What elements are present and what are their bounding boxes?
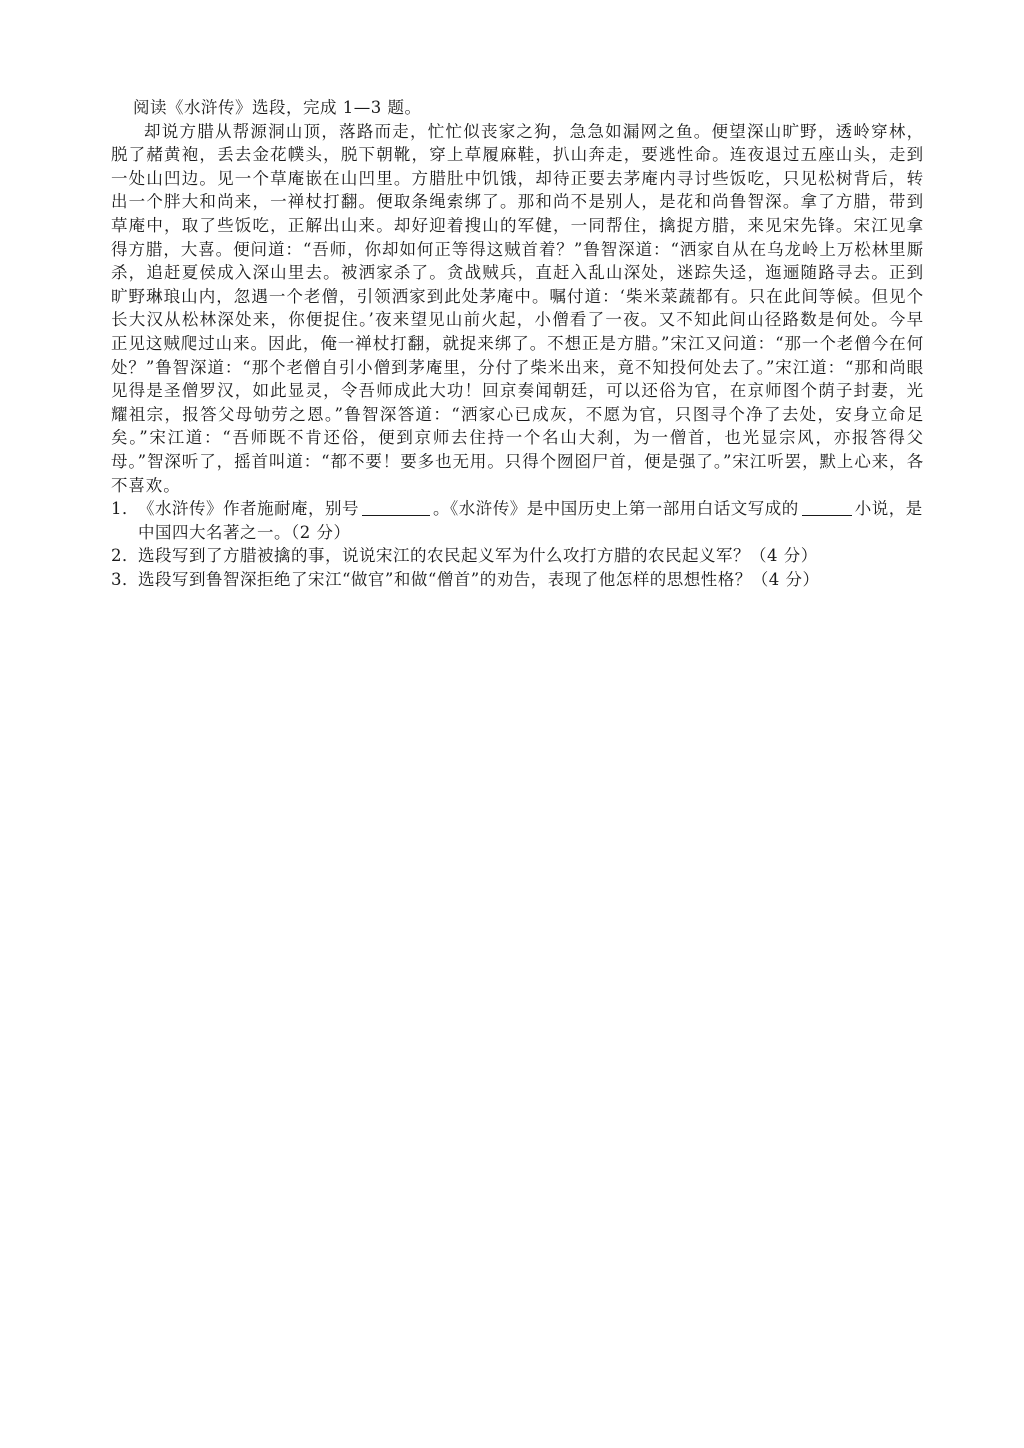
reading-section — [111, 96, 924, 591]
question-1-number: 1． — [111, 499, 139, 519]
question-1 — [111, 497, 924, 544]
question-3-number: 3． — [111, 569, 139, 589]
question-1-text-a: 《水浒传》作者施耐庵，别号 — [138, 499, 359, 519]
passage-text: 却说方腊从帮源洞山顶，落路而走，忙忙似丧家之狗，急急如漏网之鱼。便望深山旷野，透岭穿林，脱了赭黄袍，丢去金花幞头，脱下朝靴，穿上草履麻鞋，扒山奔走，要逃性命。连夜退过五座山头，走到一处山凹边。见一个草庵嵌在山凹里。方腊肚中饥饿，却待正要去茅庵内寻讨些饭吃，只见松树背后，转出一个胖大和尚来，一禅杖打翻。便取条绳索绑了。那和尚不是别人，是花和尚鲁智深。拿了方腊，带到草庵中，取了些饭吃，正解出山来。却好迎着搜山的军健，一同帮住，擒捉方腊，来见宋先锋。宋江见拿得方腊，大喜。便问道：“吾师，你却如何正等得这贼首着？”鲁智深道：“洒家自从在乌龙岭上万松林里厮杀，追赶夏侯成入深山里去。被洒家杀了。贪战贼兵，直赶入乱山深处，迷踪失迳，迤逦随路寻去。正到旷野琳琅山内，忽遇一个老僧，引领洒家到此处茅庵中。嘱付道：‘柴米菜蔬都有。只在此间等候。但见个长大汉从松林深处来，你便捉住。’夜来望见山前火起，小僧看了一夜。又不知此间山径路数是何处。今早正见这贼爬过山来。因此，俺一禅杖打翻，就捉来绑了。不想正是方腊。”宋江又问道：“那一个老僧今在何处？”鲁智深道：“那个老僧自引小僧到茅庵里，分付了柴米出来，竟不知投何处去了。”宋江道：“那和尚眼见得是圣僧罗汉，如此显灵，令吾师成此大功！回京奏闻朝廷，可以还俗为官，在京师图个荫子封妻，光耀祖宗，报答父母劬劳之恩。”鲁智深答道：“洒家心已成灰，不愿为官，只图寻个净了去处，安身立命足矣。”宋江道：“吾师既不肯还俗，便到京师去住持一个名山大刹，为一僧首，也光显宗风，亦报答得父母。”智深听了，摇首叫道：“都不要！要多也无用。只得个囫囵尸首，便是强了。”宋江听罢，默上心来，各不喜欢。 — [111, 121, 924, 495]
question-2-text: 选段写到了方腊被擒的事，说说宋江的农民起义军为什么攻打方腊的农民起义军？（4 分） — [138, 546, 818, 566]
question-2 — [111, 544, 924, 568]
question-3-text: 选段写到鲁智深拒绝了宋江“做官”和做“僧首”的劝告，表现了他怎样的思想性格？（4 分） — [138, 569, 820, 589]
reading-instruction: 阅读《水浒传》选段，完成 1—3 题。 — [133, 98, 422, 117]
answer-blank-alias[interactable] — [362, 499, 430, 516]
answer-blank-genre[interactable] — [802, 499, 852, 516]
question-3 — [111, 568, 924, 592]
question-1-text-b: 。《水浒传》是中国历史上第一部用白话文写成的 — [433, 499, 799, 519]
question-2-number: 2． — [111, 546, 139, 566]
question-1-text-c: 小说，是中国四大名著之一。（2 分） — [138, 499, 923, 542]
